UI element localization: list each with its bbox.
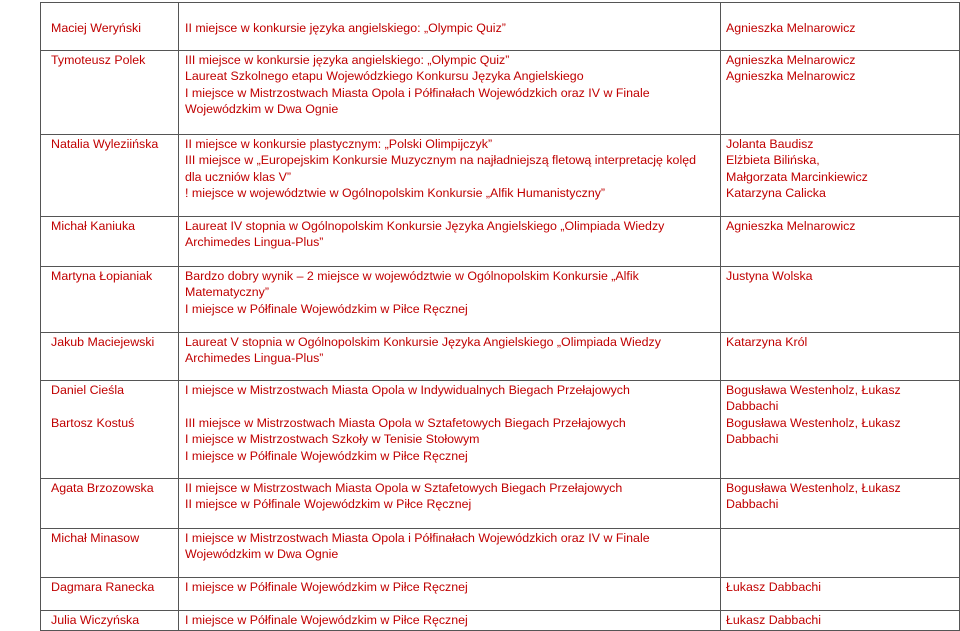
achievement-cell — [179, 51, 721, 135]
teacher-name: Katarzyna Calicka — [726, 186, 826, 201]
achievement-line: Wojewódzkim w Dwa Ognie — [185, 547, 339, 562]
achievement-line: I miejsce w Półfinale Wojewódzkim w Piłce Ręcznej — [185, 448, 468, 463]
teacher-name: Małgorzata Marcinkiewicz — [726, 169, 868, 184]
student-name: Julia Wiczyńska — [51, 613, 140, 627]
achievement-line: dla uczniów klas V” — [185, 169, 292, 184]
teacher-name: Bogusława Westenholz, Łukasz — [726, 481, 901, 495]
teacher-name: Bogusława Westenholz, Łukasz — [726, 415, 901, 430]
teacher-name: Justyna Wolska — [726, 269, 813, 283]
teacher-cell — [721, 267, 960, 333]
teacher-name: Elżbieta Bilińska, — [726, 153, 820, 168]
teacher-cell — [721, 611, 960, 631]
table-row — [41, 267, 960, 333]
achievement-line: III miejsce w konkursie języka angielskiego: „Olympic Quiz” — [185, 53, 510, 67]
teacher-name: Katarzyna Król — [726, 335, 808, 349]
student-cell — [41, 479, 179, 529]
achievement-cell — [179, 267, 721, 333]
achievement-line: Laureat V stopnia w Ogólnopolskim Konkursie Języka Angielskiego „Olimpiada Wiedzy — [185, 335, 661, 349]
student-cell — [41, 529, 179, 578]
teacher-name: Agnieszka Melnarowicz — [726, 219, 856, 233]
achievement-cell — [179, 3, 721, 51]
achievement-line: II miejsce w Mistrzostwach Miasta Opola w Sztafetowych Biegach Przełajowych — [185, 481, 623, 495]
table-row — [41, 135, 960, 217]
achievement-line: III miejsce w Mistrzostwach Miasta Opola w Sztafetowych Biegach Przełajowych — [185, 415, 626, 430]
student-cell — [41, 333, 179, 381]
achievement-line: Wojewódzkim w Dwa Ognie — [185, 102, 339, 117]
student-cell — [41, 135, 179, 217]
achievement-line: II miejsce w konkursie języka angielskiego: „Olympic Quiz” — [185, 21, 506, 35]
achievement-line: ! miejsce w województwie w Ogólnopolskim Konkursie „Alfik Humanistyczny” — [185, 186, 606, 201]
achievement-line: I miejsce w Półfinale Wojewódzkim w Piłce Ręcznej — [185, 301, 468, 316]
student-cell — [41, 3, 179, 51]
achievement-cell — [179, 578, 721, 611]
teacher-cell — [721, 381, 960, 479]
achievement-line: I miejsce w Mistrzostwach Miasta Opola i Półfinałach Wojewódzkich oraz IV w Finale — [185, 531, 650, 545]
student-name: Daniel Cieśla — [51, 383, 125, 397]
student-cell — [41, 267, 179, 333]
achievement-line: I miejsce w Półfinale Wojewódzkim w Piłce Ręcznej — [185, 613, 468, 627]
teacher-name: Agnieszka Melnarowicz — [726, 53, 856, 67]
teacher-cell — [721, 578, 960, 611]
table-row — [41, 381, 960, 479]
achievement-cell — [179, 381, 721, 479]
teacher-name: Bogusława Westenholz, Łukasz — [726, 383, 901, 397]
achievement-cell — [179, 217, 721, 267]
achievement-line: Laureat IV stopnia w Ogólnopolskim Konkursie Języka Angielskiego „Olimpiada Wiedzy — [185, 219, 665, 233]
student-name: Tymoteusz Polek — [51, 53, 146, 67]
teacher-name: Jolanta Baudisz — [726, 137, 814, 151]
achievement-line: Matematyczny” — [185, 285, 269, 300]
student-name: Dagmara Ranecka — [51, 580, 155, 594]
student-cell — [41, 611, 179, 631]
student-cell — [41, 51, 179, 135]
achievement-line: III miejsce w „Europejskim Konkursie Muzycznym na najładniejszą fletową interpretację kolęd — [185, 153, 696, 168]
student-cell — [41, 578, 179, 611]
teacher-cell — [721, 529, 960, 578]
achievement-line: I miejsce w Mistrzostwach Miasta Opola i Półfinałach Wojewódzkich oraz IV w Finale — [185, 85, 650, 100]
achievement-line — [185, 398, 720, 414]
achievement-line: I miejsce w Mistrzostwach Szkoły w Tenisie Stołowym — [185, 432, 480, 447]
achievement-cell — [179, 479, 721, 529]
table-row — [41, 529, 960, 578]
teacher-cell — [721, 51, 960, 135]
achievement-line: I miejsce w Mistrzostwach Miasta Opola w Indywidualnych Biegach Przełajowych — [185, 383, 630, 397]
teacher-name: Agnieszka Melnarowicz — [726, 69, 856, 84]
teacher-cell — [721, 135, 960, 217]
student-name: Martyna Łopianiak — [51, 269, 153, 283]
table-row — [41, 51, 960, 135]
student-name: Natalia Wyleziińska — [51, 137, 159, 151]
table-row — [41, 578, 960, 611]
student-cell — [41, 381, 179, 479]
achievement-line: Bardzo dobry wynik – 2 miejsce w województwie w Ogólnopolskim Konkursie „Alfik — [185, 269, 639, 283]
achievement-line: II miejsce w Półfinale Wojewódzkim w Piłce Ręcznej — [185, 497, 472, 512]
teacher-cell — [721, 479, 960, 529]
table-row — [41, 611, 960, 631]
achievement-cell — [179, 333, 721, 381]
teacher-name: Dabbachi — [726, 399, 779, 414]
teacher-cell — [721, 3, 960, 51]
table-row — [41, 333, 960, 381]
student-name: Agata Brzozowska — [51, 481, 154, 495]
teacher-name: Dabbachi — [726, 497, 779, 512]
achievement-line: Archimedes Lingua-Plus” — [185, 351, 324, 366]
teacher-name: Dabbachi — [726, 432, 779, 447]
student-name: Michał Kaniuka — [51, 219, 136, 233]
table-row — [41, 3, 960, 51]
teacher-cell — [721, 333, 960, 381]
teacher-name: Łukasz Dabbachi — [726, 580, 822, 594]
teacher-name: Łukasz Dabbachi — [726, 613, 822, 627]
table-row — [41, 479, 960, 529]
student-cell — [41, 217, 179, 267]
student-name: Bartosz Kostuś — [51, 415, 135, 430]
table-row — [41, 217, 960, 267]
achievement-line: Laureat Szkolnego etapu Wojewódzkiego Konkursu Języka Angielskiego — [185, 69, 584, 84]
achievement-cell — [179, 135, 721, 217]
achievement-line: II miejsce w konkursie plastycznym: „Polski Olimpijczyk” — [185, 137, 493, 151]
achievement-line: Archimedes Lingua-Plus” — [185, 235, 324, 250]
achievement-cell — [179, 529, 721, 578]
teacher-cell — [721, 217, 960, 267]
student-name: Jakub Maciejewski — [51, 335, 155, 349]
awards-table — [40, 2, 960, 631]
teacher-name: Agnieszka Melnarowicz — [726, 21, 856, 35]
student-name: Michał Minasow — [51, 531, 140, 545]
achievement-line: I miejsce w Półfinale Wojewódzkim w Piłce Ręcznej — [185, 580, 468, 594]
student-name: Maciej Weryński — [51, 21, 141, 35]
achievement-cell — [179, 611, 721, 631]
student-name — [51, 398, 178, 414]
